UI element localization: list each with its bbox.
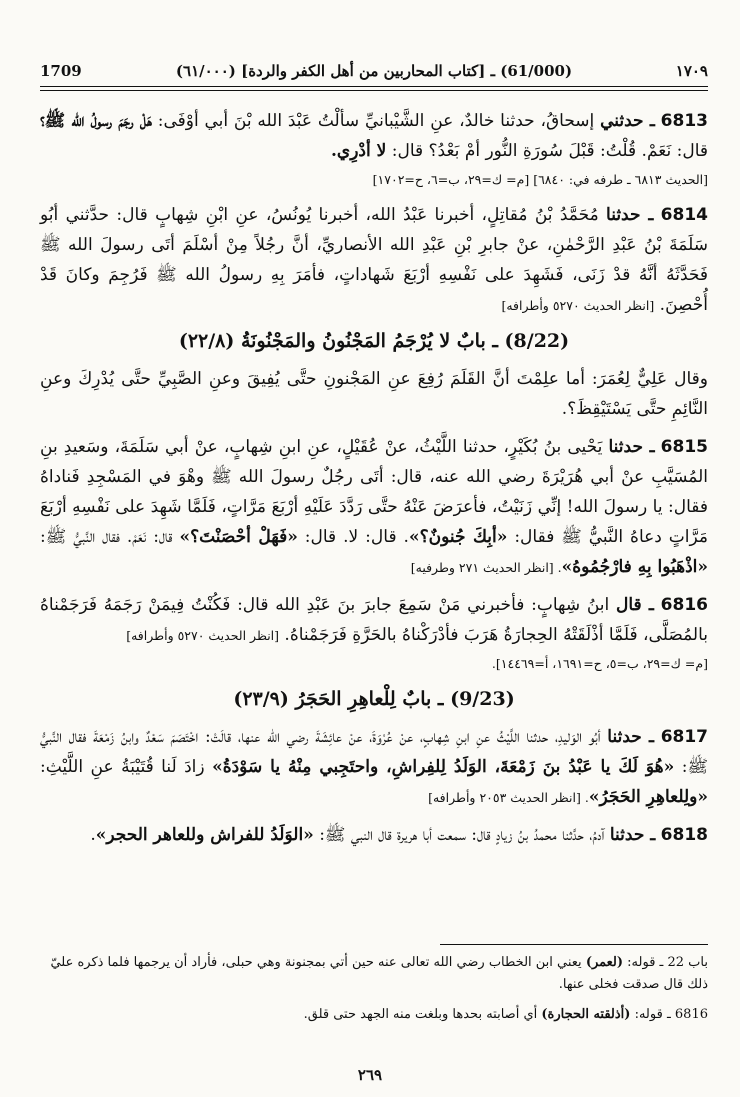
hadith-reference: . [انظر الحديث ٢٧١ وطرفيه] [410, 560, 562, 575]
hadith-reference: [انظر الحديث ٥٢٧٠ وأطرافه] [126, 628, 280, 643]
hadith-number: 6818 [660, 825, 708, 845]
chapter-heading-2: (9/23) ـ بابٌ لِلْعاهِرِ الحَجَرُ (٢٣/٩) [233, 688, 515, 710]
hadith-lead: ـ حدثنا [606, 205, 654, 225]
page-number-arabic: ١٧٠٩ [675, 62, 708, 80]
hadith-text-2: زادَ لَنا قُتَيْبَةُ عنِ اللَّيْثِ: [40, 757, 213, 777]
hadith-6816 [40, 590, 708, 650]
hadith-text-2: . قال: لا. قال: [297, 527, 409, 547]
hadith-6818 [40, 820, 708, 850]
chapter-intro: وقال عَلِيٌّ لِعُمَرَ: أما علِمْتَ أنَّ القَلَمَ رُفِعَ عنِ المَجْنونِ حتَّى يُفِيقَ وعنِ الصَّبِيِّ حتَّى يُدْرِكَ وعنِ النَّائِمِ حتَّى يَسْتَيْقِظَ؟. [40, 369, 708, 419]
hadith-quote: هَلْ رجَمَ رسولُ الله ﷺ؟ [40, 111, 152, 131]
running-header [40, 58, 708, 84]
hadith-quote-2: لا أدْرِي. [331, 141, 387, 161]
footnote-2: 6816 ـ قوله: (أذلقته الحجارة) أي أصابته بحدها وبلغت منه الجهد حتى قلق. [303, 1007, 708, 1022]
hadith-number: 6814 [660, 205, 708, 225]
hadith-number: 6816 [660, 595, 708, 615]
header-rule-top [40, 86, 708, 87]
hadith-6813 [40, 106, 708, 166]
hadith-text-3: قال: نَعَمْ. فقال النَّبيُّ ﷺ: [40, 527, 180, 547]
footnote-rule [440, 944, 708, 945]
hadith-text: أبُو الوَليدِ، حدثنا اللَّيْثُ عنِ ابنِ شِهابٍ، عنْ عُرْوَةَ، عنْ عائِشَةَ رضي الله عنها، قالَتْ: اخْتَصَمَ سَعْدٌ وابنُ زَمْعَةَ فقال النَّبيُّ ﷺ: [40, 727, 708, 777]
hadith-quote-2: «ولِلعاهِرِ الحَجَرُ» [588, 787, 708, 807]
hadith-reference-2: [م= ك=٢٩، ب=٥، ح=١٦٩١، أ=١٤٤٦٩]. [491, 656, 708, 671]
hadith-text: إسحاقُ، حدثنا خالدٌ، عنِ الشَّيْبانيِّ سألْتُ عَبْدَ الله بْنَ أبي أوْفَى: [151, 111, 601, 131]
hadith-lead: ـ قال [616, 595, 654, 615]
book-title: (61/000) ـ [كتاب المحاربين من أهل الكفر والردة] (٦١/٠٠٠) [175, 62, 573, 80]
hadith-quote-1: «أبِكَ جُنونٌ؟» [408, 527, 508, 547]
footnotes [40, 952, 708, 1034]
main-text [40, 106, 708, 854]
hadith-quote-1: «هُوَ لَكَ يا عَبْدُ بنَ زَمْعَةَ، الوَلَدُ لِلفِراشِ، واحتَجِبي مِنْهُ يا سَوْدَةُ» [212, 757, 675, 777]
chapter-heading: (8/22) ـ بابٌ لا يُرْجَمُ المَجْنُونُ والمَجْنُونَةُ (٢٢/٨) [178, 330, 570, 352]
hadith-lead: ـ حدثنا [609, 825, 656, 845]
hadith-lead: ـ حدثنا [608, 437, 655, 457]
header-rule-bottom [40, 90, 708, 91]
folio-number: ٢٦٩ [357, 1066, 383, 1084]
hadith-text: يَحْيى بنُ بُكَيْرٍ، حدثنا اللَّيْثُ، عنْ عُقَيْلٍ، عنِ ابنِ شِهابٍ، عنْ أبي سَلَمَةَ، وسَعيدِ بنِ المُسَيَّبِ عنْ أبي هُرَيْرَةَ رضي الله عنه، قال: أتَى رجُلٌ رسولَ الله ﷺ وهْوَ في المَسْجِدِ فَناداهُ فقال: يا رسولَ الله! إنِّي زَنَيْتُ، فأعرَضَ عَنْهُ حتَّى رَدَّدَ عَلَيْهِ أرْبَعَ مَرَّاتٍ، فَلَمَّا شَهِدَ على نَفْسِهِ أرْبَعَ مَرَّاتٍ دعاهُ النَّبيُّ ﷺ فقال: [40, 437, 709, 547]
hadith-end: . [90, 825, 96, 845]
hadith-quote: «الوَلَدُ للفراش وللعاهر الحجر» [95, 825, 314, 845]
hadith-number: 6815 [660, 437, 708, 457]
hadith-quote-3: «اذْهَبُوا بِهِ فارْجُمُوهُ» [561, 557, 708, 577]
hadith-quote-2: «فَهَلْ أحْصَنْتَ؟» [179, 527, 298, 547]
hadith-text: ابنُ شِهابٍ: فأخبرني مَنْ سَمِعَ جابرَ بنَ عَبْدِ الله قال: فَكُنْتُ فِيمَنْ رَجَمَهُ فَرَجَمْناهُ بالمُصَلَّى، فَلَمَّا أذْلَقَتْهُ الحِجارَةُ هَرَبَ فأدْرَكْناهُ بالحَرَّةِ فَرَجَمْناهُ. [40, 595, 708, 645]
page-number-latin: 1709 [40, 62, 82, 80]
hadith-6815 [40, 432, 708, 582]
hadith-text: مُحَمَّدُ بْنُ مُقاتِلٍ، أخبرنا عَبْدُ الله، أخبرنا يُونُسُ، عنِ ابْنِ شِهابٍ قال: حدَّثني أبُو سَلَمَةَ بْنُ عَبْدِ الرَّحْمٰنِ، عنْ جابرِ بْنِ عَبْدِ الله الأنصاريِّ، أنَّ رجُلاً مِنْ أسْلَمَ أتَى رسولَ الله ﷺ فَحَدَّثَهُ أنَّهُ قدْ زَنَى، فَشَهِدَ على نَفْسِهِ أرْبَعَ شَهاداتٍ، فأمَرَ بِهِ رسولُ الله ﷺ فَرُجِمَ وكانَ قَدْ أُحْصِنَ. [40, 205, 708, 315]
hadith-reference: . [انظر الحديث ٢٠٥٣ وأطرافه] [428, 790, 589, 805]
hadith-lead: ـ حدثنا [607, 727, 654, 747]
hadith-number: 6813 [660, 111, 708, 131]
footnote-1: باب 22 ـ قوله: (لعمر) يعني ابن الخطاب رضي الله تعالى عنه حين أتي بمجنونة وهي حبلى، فأراد أن يرجمها فلما ذكره عليّ ذلك قال صدقت فخلى عنها. [50, 955, 708, 992]
hadith-number: 6817 [660, 727, 709, 747]
hadith-6814 [40, 200, 708, 320]
hadith-reference: [انظر الحديث ٥٢٧٠ وأطرافه] [501, 298, 655, 313]
hadith-text: آدمُ، حدَّثنا محمدُ بنُ زيادٍ قال: سمعت أبا هريرة قال النبي ﷺ: [313, 825, 610, 845]
hadith-lead: ـ حدثني [600, 111, 655, 131]
hadith-text-2: قال: نَعَمْ. قُلْتُ: قَبْلَ سُورَةِ النُّور أمْ بَعْدُ؟ قال: [386, 141, 708, 161]
hadith-6817 [40, 722, 708, 812]
hadith-reference: [الحديث ٦٨١٣ ـ طرفه في: ٦٨٤٠] [م= ك=٢٩، ب=٦، ح=١٧٠٢] [372, 172, 708, 187]
